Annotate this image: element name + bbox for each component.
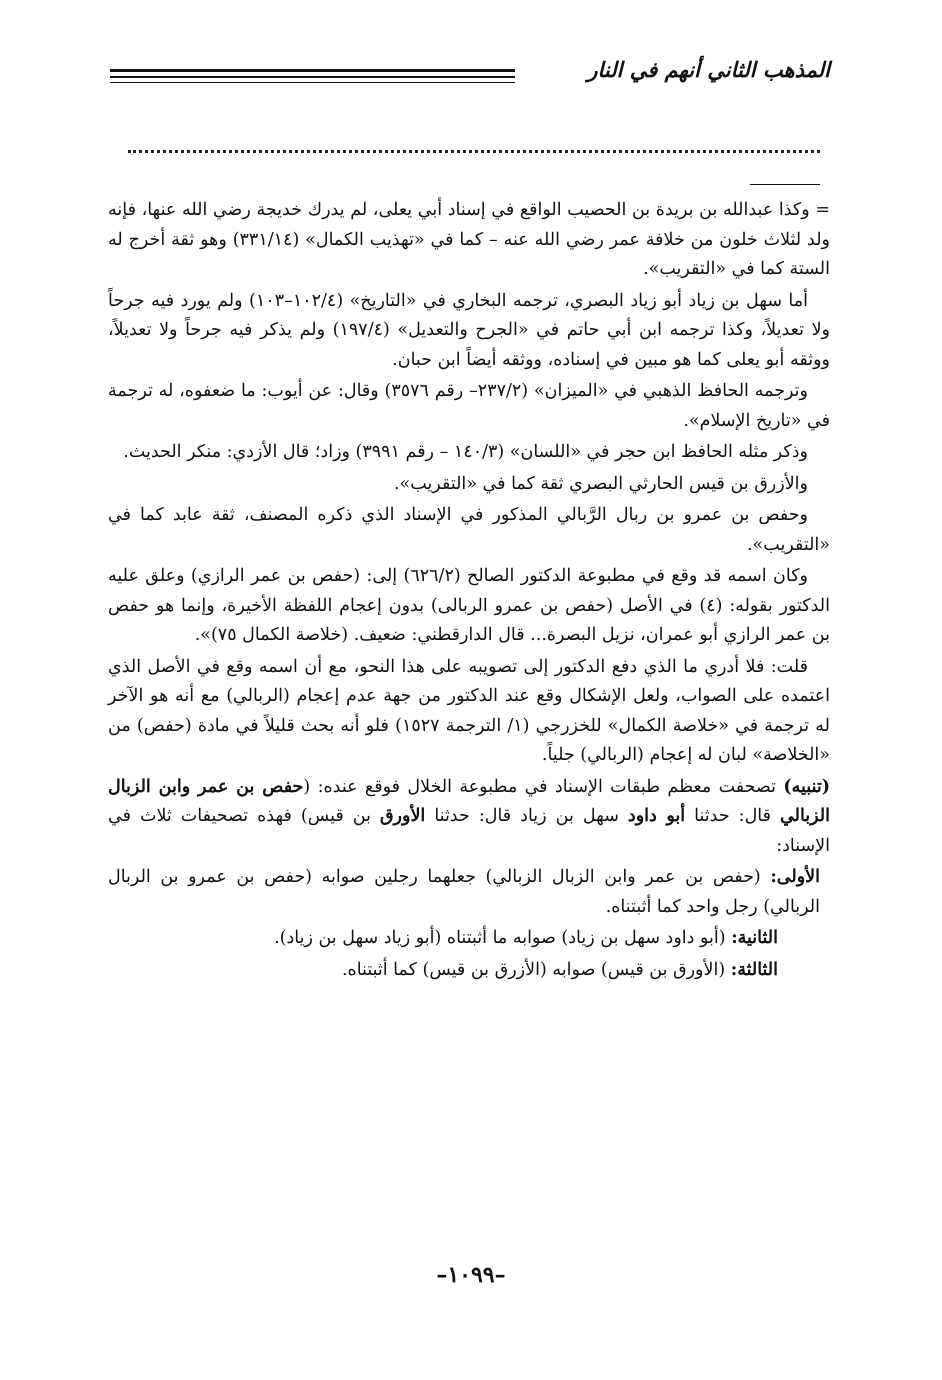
paragraph: قلت: فلا أدري ما الذي دفع الدكتور إلى تصويبه على هذا النحو، مع أن اسمه وقع في الأصل الذي اعتمده على الصواب، ولعل الإشكال وقع عند الدكتور من جهة عدم إعجام (الربالي) مع أنه هو الآخر له ترجمة في «خلاصة الكمال» للخزرجي (١/ الترجمة ١٥٢٧) فلو أنه بحث قليلاً في مادة (حفص) من «الخلاصة» لبان له إعجام (الربالي) جلياً. xyxy=(108,656,830,765)
paragraph: وكان اسمه قد وقع في مطبوعة الدكتور الصالح (٦٢٦/٢) إلى: (حفص بن عمر الرازي) وعلق عليه الدكتور بقوله: (٤) في الأصل (حفص بن عمرو الربالى) بدون إعجام اللفظة الأخيرة، وإنما هو حفص بن عمر الرازي أبو عمران، نزيل البصرة... قال الدارقطني: ضعيف. (خلاصة الكمال ٧٥)». xyxy=(108,566,830,645)
correction-text: (حفص بن عمر وابن الزبال الزبالي) جعلهما رجلين صوابه (حفص بن عمرو بن الربال الربالي) رجل واحد كما أثبتناه. xyxy=(108,867,820,917)
correction-text: (أبو داود سهل بن زياد) صوابه ما أثبتناه (أبو زياد سهل بن زياد). xyxy=(274,928,732,948)
running-header xyxy=(110,52,830,92)
correction-label: الأولى: xyxy=(770,867,820,887)
notice-text: سهل بن زياد قال: حدثنا xyxy=(425,806,628,826)
correction-label: الثانية: xyxy=(731,928,778,948)
paragraph: أما سهل بن زياد أبو زياد البصري، ترجمه البخاري في «التاريخ» (١٠٢/٤–١٠٣) ولم يورد فيه جرحاً ولا تعديلاً، وكذا ترجمه ابن أبي حاتم في «الجرح والتعديل» (١٩٧/٤) ولم يذكر فيه جرحاً ولا تعديلاً، ووثقه أبو يعلى كما هو مبين في إسناده، ووثقه أيضاً ابن حبان. xyxy=(108,290,830,370)
paragraph: وترجمه الحافظ الذهبي في «الميزان» (٢٣٧/٢– رقم ٣٥٧٦) وقال: عن أيوب: ما ضعفوه، له ترجمة في «تاريخ الإسلام». xyxy=(108,381,830,431)
footnote-rule xyxy=(750,184,820,185)
correction-text: (الأورق بن قيس) صوابه (الأزرق بن قيس) كما أثبتناه. xyxy=(341,959,731,980)
running-header-title: المذهب الثاني أنهم في النار xyxy=(587,58,830,82)
notice-paragraph xyxy=(108,773,830,862)
header-rule xyxy=(110,76,515,78)
paragraph: وحفص بن عمرو بن ربال الرَّبالي المذكور في الإسناد الذي ذكره المصنف، ثقة عابد كما في «التقريب». xyxy=(108,505,830,555)
header-rule xyxy=(110,82,515,83)
footnote-text xyxy=(108,196,830,987)
correction-item xyxy=(108,924,830,954)
paragraph: = وكذا عبدالله بن بريدة بن الحصيب الواقع في إسناد أبي يعلى، لم يدرك خديجة رضي الله عنها، فإنه ولد لثلاث خلون من خلافة عمر رضي الله عنه – كما في «تهذيب الكمال» (٣٣١/١٤) وهو ثقة أخرج له الستة كما في «التقريب». xyxy=(108,200,830,279)
correction-item xyxy=(108,863,830,922)
notice-bold: حفص بن عمر وابن الزبال الزبالي xyxy=(108,776,831,826)
header-rule xyxy=(110,69,515,72)
page-number: –١٠٩٩– xyxy=(436,1262,506,1288)
notice-lead: (تنبيه) xyxy=(783,776,830,797)
notice-text: بن قيس) فهذه تصحيفات ثلاث في الإسناد: xyxy=(108,806,830,856)
notice-text: قال: حدثنا xyxy=(685,806,781,826)
notice-bold: أبو داود xyxy=(627,806,686,826)
notice-bold: الأورق xyxy=(379,806,426,826)
dotted-separator xyxy=(128,150,820,153)
correction-item xyxy=(108,956,830,986)
paragraph: وذكر مثله الحافظ ابن حجر في «اللسان» (١٤٠/٣ – رقم ٣٩٩١) وزاد؛ قال الأزدي: منكر الحديث. xyxy=(123,442,808,462)
correction-label: الثالثة: xyxy=(730,959,778,980)
paragraph: والأزرق بن قيس الحارثي البصري ثقة كما في «التقريب». xyxy=(393,473,808,494)
notice-text: تصحفت معظم طبقات الإسناد في مطبوعة الخلال فوقع عنده: ( xyxy=(303,776,784,797)
